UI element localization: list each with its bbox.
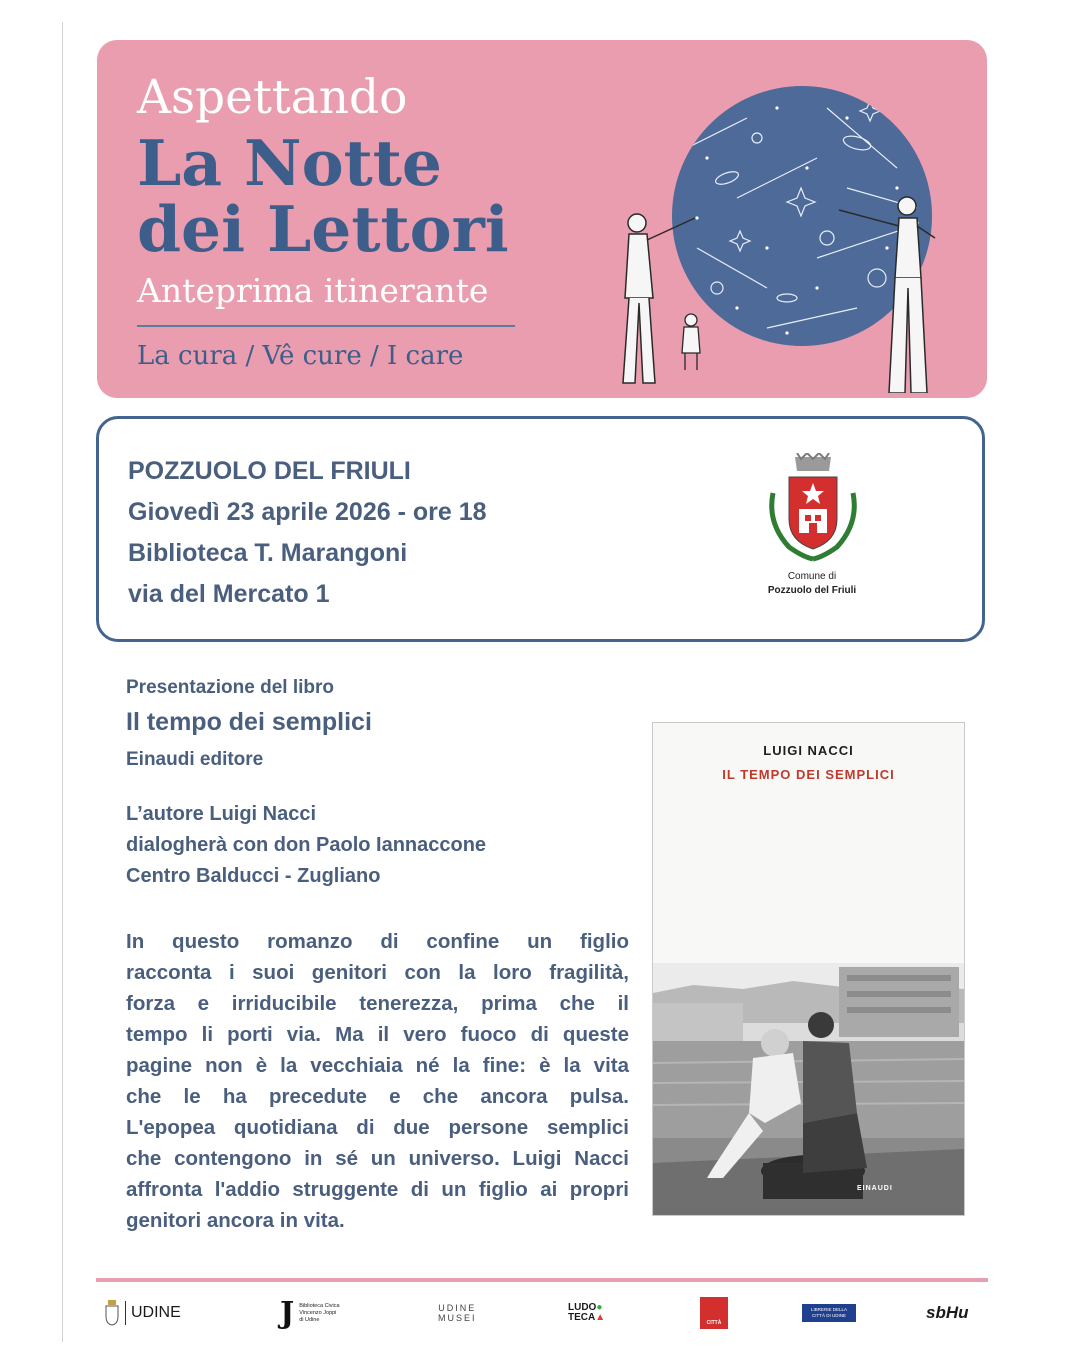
banner-tagline: La cura / Vê cure / I care xyxy=(137,341,464,371)
starry-globe-illustration xyxy=(617,48,962,393)
event-address: via del Mercato 1 xyxy=(128,580,330,608)
logo-librerie xyxy=(802,1296,856,1330)
cover-photo xyxy=(653,963,964,1215)
logo-sbhu xyxy=(926,1296,969,1330)
banner-divider xyxy=(137,325,515,327)
banner-title-line-2: dei Lettori xyxy=(137,192,509,266)
crest-caption-comune: Comune di xyxy=(787,571,837,582)
description-line: che contengono in sé un universo. Luigi Nacci xyxy=(126,1147,629,1170)
header-banner xyxy=(97,40,987,398)
description-line: forza e irriducibile tenerezza, prima che il xyxy=(126,992,629,1015)
sbhu-text: sbHu xyxy=(926,1303,969,1322)
musei-line-2: MUSEI xyxy=(438,1313,477,1323)
logo-udine-text: UDINE xyxy=(131,1304,181,1321)
ludoteca-line-2: TECA xyxy=(568,1312,596,1323)
citta-text: CITTÀ xyxy=(706,1320,722,1326)
dialogue-line-3: Centro Balducci - Zugliano xyxy=(126,865,381,887)
book-publisher: Einaudi editore xyxy=(126,749,264,770)
librerie-line-1: LIBRERIE DELLA xyxy=(810,1307,847,1312)
cover-publisher: EINAUDI xyxy=(857,1185,893,1192)
book-title: Il tempo dei semplici xyxy=(126,708,372,736)
event-info-box xyxy=(96,416,985,642)
cover-title: IL TEMPO DEI SEMPLICI xyxy=(722,767,895,782)
description-line: In questo romanzo di confine un figlio xyxy=(126,930,629,953)
description-line: tempo li porti via. Ma il vero fuoco di queste xyxy=(126,1023,629,1046)
book-cover xyxy=(652,722,965,1216)
cover-author: LUIGI NACCI xyxy=(763,743,854,758)
book-description xyxy=(126,926,629,1236)
description-line: L'epopea quotidiana di due persone semplici xyxy=(126,1116,629,1139)
banner-pre-title: Aspettando xyxy=(137,70,408,125)
banner-subtitle: Anteprima itinerante xyxy=(137,271,489,310)
description-line: che le ha precedute e che ancora pulsa. xyxy=(126,1085,629,1108)
udine-crest-icon xyxy=(104,1300,120,1326)
dialogue-line-2: dialogherà con don Paolo Iannaccone xyxy=(126,834,487,856)
event-venue: Biblioteca T. Marangoni xyxy=(128,539,408,567)
logo-biblioteca-joppi xyxy=(280,1296,340,1330)
page-left-rule xyxy=(62,22,63,1342)
banner-title xyxy=(137,126,509,266)
banner-title-line-1: La Notte xyxy=(137,126,442,200)
crest-caption-town: Pozzuolo del Friuli xyxy=(767,585,857,596)
joppi-line-1: Biblioteca Civica xyxy=(299,1302,340,1309)
event-datetime: Giovedì 23 aprile 2026 - ore 18 xyxy=(128,498,487,526)
musei-line-1: UDINE xyxy=(438,1303,477,1313)
logo-udine-musei xyxy=(438,1296,477,1330)
logo-udine xyxy=(104,1296,181,1330)
joppi-line-2: Vincenzo Joppi xyxy=(299,1309,337,1316)
description-line: affronta l'addio struggente di un figlio ai propri xyxy=(126,1178,629,1201)
ludoteca-line-1: LUDO xyxy=(568,1302,597,1313)
description-line: racconta i suoi genitori con la loro fragilità, xyxy=(126,961,629,984)
dialogue-line-1: L’autore Luigi Nacci xyxy=(126,803,317,825)
description-line: pagine non è la vecchiaia né la fine: è la vita xyxy=(126,1054,629,1077)
footer-rule xyxy=(96,1278,988,1282)
book-intro: Presentazione del libro xyxy=(126,677,334,698)
description-line: genitori ancora in vita. xyxy=(126,1209,345,1232)
comune-crest-logo xyxy=(763,453,863,563)
logo-ludoteca: LUDO● TECA▲ xyxy=(568,1302,606,1323)
joppi-line-3: di Udine xyxy=(299,1316,320,1323)
joppi-j-icon: J xyxy=(280,1295,295,1331)
logo-citta xyxy=(700,1296,728,1330)
librerie-line-2: CITTÀ DI UDINE xyxy=(811,1313,846,1318)
event-town: POZZUOLO DEL FRIULI xyxy=(128,457,411,485)
